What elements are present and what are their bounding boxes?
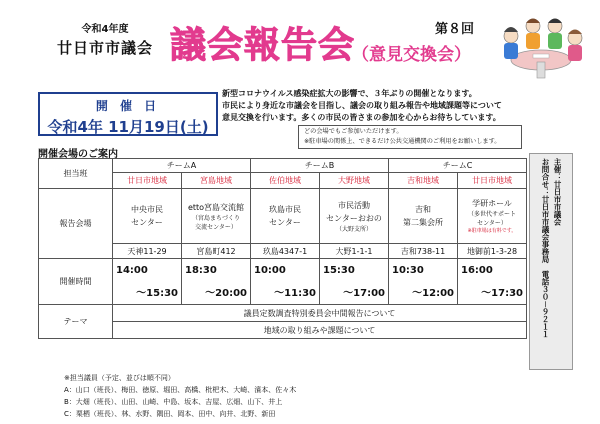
council-header <box>40 20 170 58</box>
start-time: 16:00 <box>461 264 493 276</box>
table-row <box>39 259 527 305</box>
address-cell: 玖島4347-1 <box>251 244 320 259</box>
address-cell: 大野1-1-1 <box>320 244 389 259</box>
table-row <box>39 173 527 189</box>
venue-name: 学研ホール <box>472 199 512 208</box>
region-cell: 佐伯地域 <box>251 173 320 189</box>
organizer-info: 主催：廿日市市議会 <box>553 158 562 226</box>
notice-line: ※駐車場の関係上、できるだけ公共交通機関のご利用をお願いします。 <box>304 138 501 145</box>
theme-cell: 地域の取り組みや課題について <box>113 322 527 339</box>
member-list <box>64 372 296 420</box>
venue-name: 第二集会所 <box>403 218 444 227</box>
team-header-label: 担当班 <box>39 159 113 189</box>
intro-line: 意見交換を行います。多くの市民の皆さまの参加を心からお待ちしています。 <box>222 113 501 122</box>
venue-cell <box>458 189 527 244</box>
time-label: 開催時間 <box>39 259 113 305</box>
venue-note: （宮島まちづくり <box>192 214 240 222</box>
venue-name: センター <box>269 218 301 227</box>
end-time: ～15:30 <box>136 287 178 299</box>
time-cell <box>113 259 182 305</box>
end-time: ～17:30 <box>481 287 524 299</box>
member-line-c: C：栗栖（班長）、林、水野、隅田、岡本、田中、向井、北野、新田 <box>64 410 276 418</box>
schedule-table <box>38 158 527 339</box>
table-row <box>39 305 527 322</box>
region-cell: 廿日市地域 <box>458 173 527 189</box>
venue-name: 玖島市民 <box>269 205 302 214</box>
region-cell: 宮島地域 <box>182 173 251 189</box>
time-cell <box>458 259 527 305</box>
team-b-header: チームB <box>251 159 389 173</box>
start-time: 15:30 <box>323 264 355 276</box>
council-name: 廿日市市議会 <box>56 39 153 57</box>
issue-number: 第８回 <box>435 22 475 37</box>
venue-note: 交流センター） <box>195 223 237 231</box>
region-cell: 廿日市地域 <box>113 173 182 189</box>
theme-label: テーマ <box>39 305 113 339</box>
table-row <box>39 159 527 173</box>
start-time: 18:30 <box>185 264 217 276</box>
venue-cell <box>251 189 320 244</box>
venue-note: センター） <box>477 220 507 227</box>
member-line-b: B：大畑（班長）、山田、山崎、中島、坂本、吉屋、広畑、山下、井上 <box>64 398 283 406</box>
venue-name: 中央市民 <box>131 205 163 214</box>
venue-cell <box>182 189 251 244</box>
address-cell: 宮島町412 <box>182 244 251 259</box>
page-title: 議会報告会 <box>170 25 356 66</box>
venue-name: 市民活動 <box>338 200 371 210</box>
team-a-header: チームA <box>113 159 251 173</box>
time-cell <box>251 259 320 305</box>
venue-name: etto宮島交流館 <box>187 202 245 212</box>
event-date-box <box>38 92 218 136</box>
intro-line: 市民により身近な市議会を目指し、議会の取り組み報告や地域課題等について <box>222 101 502 110</box>
start-time: 10:00 <box>254 264 286 276</box>
date-value: 令和4年 11月19日(土) <box>47 118 209 136</box>
theme-cell: 議員定数調査特別委員会中間報告について <box>113 305 527 322</box>
time-cell <box>320 259 389 305</box>
venue-name: 吉和 <box>415 205 432 214</box>
address-cell: 地御前1-3-28 <box>458 244 527 259</box>
region-cell: 吉和地域 <box>389 173 458 189</box>
venue-note: （多世代サポート <box>468 211 517 218</box>
region-cell: 大野地域 <box>320 173 389 189</box>
venue-cell <box>320 189 389 244</box>
parking-note: ※駐車場は有料です。 <box>467 228 517 234</box>
end-time: ～12:00 <box>412 287 455 299</box>
venue-heading: 開催会場のご案内 <box>38 149 118 160</box>
address-cell: 吉和738-11 <box>389 244 458 259</box>
end-time: ～20:00 <box>205 287 248 299</box>
time-cell <box>182 259 251 305</box>
contact-info: お問合せ：廿日市市議会事務局 電話３０－９２１１ <box>541 158 550 338</box>
team-c-header: チームC <box>389 159 527 173</box>
member-heading: ※担当議員（予定、並びは順不同） <box>64 374 175 382</box>
venue-note: （大野支所） <box>336 225 373 233</box>
start-time: 10:30 <box>392 264 424 276</box>
page-subtitle: （意見交換会） <box>352 45 471 65</box>
member-line-a: A：山口（班長）、梅田、徳原、堀田、高橋、枇杷木、大崎、濱本、佐々木 <box>64 386 297 394</box>
address-cell: 天神11-29 <box>113 244 182 259</box>
contact-sidebar <box>529 153 573 370</box>
meeting-illustration-icon <box>493 12 589 84</box>
venue-name: センター <box>131 218 163 227</box>
date-label: 開 催 日 <box>95 99 161 113</box>
end-time: ～11:30 <box>274 287 317 299</box>
table-row <box>39 189 527 244</box>
table-row <box>39 322 527 339</box>
venue-label: 報告会場 <box>39 189 113 259</box>
venue-name: センターおおの <box>326 213 382 223</box>
notice-box <box>298 125 522 149</box>
venue-cell <box>113 189 182 244</box>
fiscal-year: 令和4年度 <box>81 24 129 35</box>
notice-line: どの会場でもご参加いただけます。 <box>304 128 403 135</box>
start-time: 14:00 <box>116 264 148 276</box>
table-row <box>39 244 527 259</box>
intro-line: 新型コロナウイルス感染症拡大の影響で、３年ぶりの開催となります。 <box>222 89 477 98</box>
venue-cell <box>389 189 458 244</box>
end-time: ～17:00 <box>343 287 386 299</box>
intro-text <box>222 88 582 124</box>
time-cell <box>389 259 458 305</box>
